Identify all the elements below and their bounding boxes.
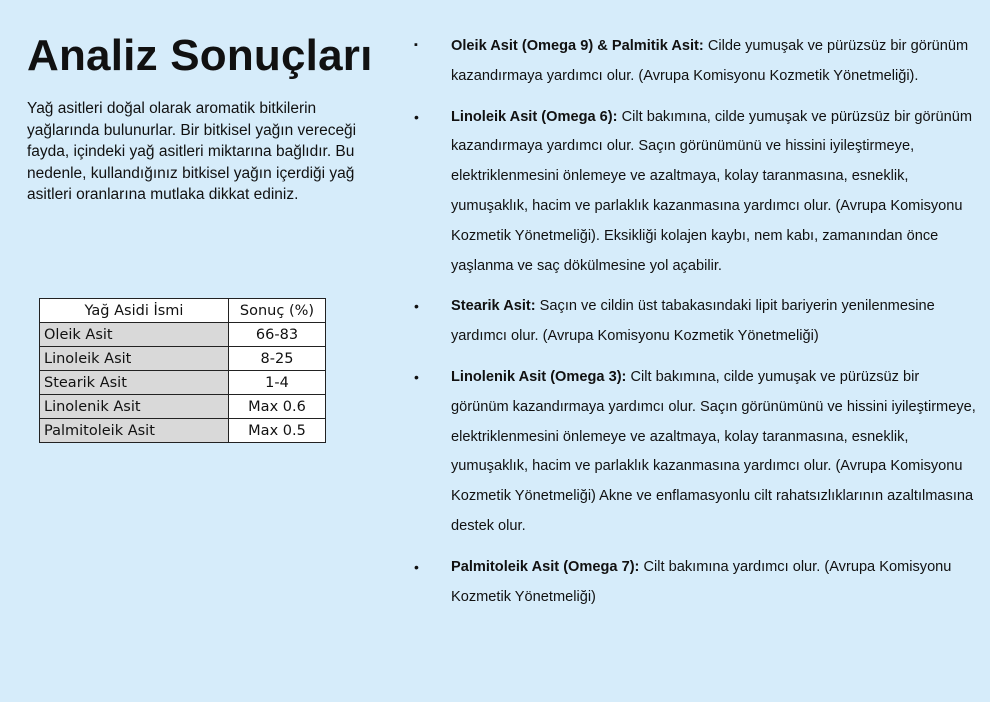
fatty-acid-table: [39, 298, 326, 443]
list-item-text: Cilt bakımına, cilde yumuşak ve pürüzsüz bir görünüm kazandırmaya yardımcı olur. Saçın görünümünü ve hissini iyileştirmeye, elektriklenmesini önlemeye ve azaltmaya, kolay taranmasına, esneklik, yumuşaklık, hacim ve parlaklık kazanmasına yardımcı olur. (Avrupa Komisyonu Kozmetik Yönetmeliği). Eksikliği kolajen kaybı, nem kabı, zamanından önce yaşlanma ve saç dökülmesine yol açabilir.: [451, 108, 972, 274]
round-bullet-icon: •: [414, 108, 419, 125]
cell-result: Max 0.6: [229, 395, 326, 419]
cell-result: 8-25: [229, 347, 326, 371]
list-item-term: Oleik Asit (Omega 9) & Palmitik Asit:: [451, 38, 704, 54]
cell-result: Max 0.5: [229, 419, 326, 443]
cell-result: 1-4: [229, 371, 326, 395]
list-item: [408, 103, 978, 282]
column-header-name: Yağ Asidi İsmi: [40, 299, 229, 323]
cell-acid-name: Linoleik Asit: [40, 347, 229, 371]
list-item-term: Stearik Asit:: [451, 298, 536, 315]
cell-acid-name: Palmitoleik Asit: [40, 419, 229, 443]
list-item-text: Cilt bakımına yardımcı olur. (Avrupa Komisyonu Kozmetik Yönetmeliği): [451, 558, 952, 605]
table-row: [40, 371, 326, 395]
intro-paragraph: Yağ asitleri doğal olarak aromatik bitkilerin yağlarında bulunurlar. Bir bitkisel yağın vereceği fayda, içindeki yağ asitleri miktarına bağlıdır. Bu nedenle, kullandığınız bitkisel yağın içerdiği yağ asitleri oranlarına mutlaka dikkat ediniz.: [27, 100, 357, 203]
column-header-result: Sonuç (%): [229, 299, 326, 323]
list-item: [408, 292, 978, 352]
list-item: [408, 32, 978, 92]
cell-acid-name: Stearik Asit: [40, 371, 229, 395]
list-item-text: Cilt bakımına, cilde yumuşak ve pürüzsüz bir görünüm kazandırmaya yardımcı olur. Saçın görünümünü ve hissini iyileştirmeye, elektriklenmesini önlemeye ve azaltmaya, kolay taranmasına, esneklik, yumuşaklık, hacim ve parlaklık kazanmasına yardımcı olur. (Avrupa Komisyonu Kozmetik Yönetmeliği) Akne ve enflamasyonlu cilt rahatsızlıklarının azaltılmasına destek olur.: [451, 368, 976, 534]
round-bullet-icon: •: [414, 558, 419, 575]
table-row: [40, 419, 326, 443]
cell-acid-name: Linolenik Asit: [40, 395, 229, 419]
cell-result: 66-83: [229, 323, 326, 347]
table-row: [40, 323, 326, 347]
round-bullet-icon: •: [414, 298, 419, 315]
fatty-acid-benefits-list: [408, 32, 978, 623]
list-item: [408, 363, 978, 542]
round-bullet-icon: •: [414, 368, 419, 385]
table-header-row: [40, 299, 326, 323]
cell-acid-name: Oleik Asit: [40, 323, 229, 347]
list-item: [408, 553, 978, 613]
table-row: [40, 395, 326, 419]
list-item-text: Saçın ve cildin üst tabakasındaki lipit bariyerin yenilenmesine yardımcı olur. (Avrupa Komisyonu Kozmetik Yönetmeliği): [451, 298, 935, 345]
list-item-term: Linoleik Asit (Omega 6):: [451, 108, 618, 125]
table-row: [40, 347, 326, 371]
page-title: Analiz Sonuçları: [27, 31, 373, 80]
square-bullet-icon: ▪: [414, 39, 418, 51]
list-item-text: Cilde yumuşak ve pürüzsüz bir görünüm kazandırmaya yardımcı olur. (Avrupa Komisyonu Kozmetik Yönetmeliği).: [451, 38, 969, 84]
list-item-term: Palmitoleik Asit (Omega 7):: [451, 558, 640, 575]
list-item-term: Linolenik Asit (Omega 3):: [451, 368, 627, 385]
